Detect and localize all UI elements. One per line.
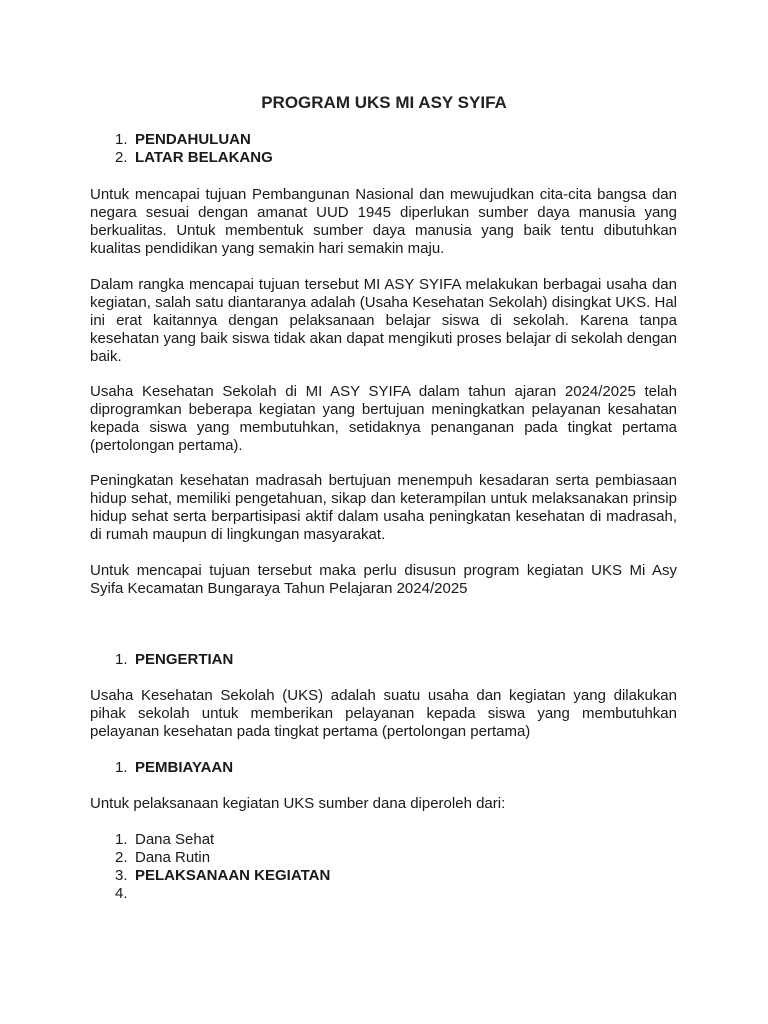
paragraph: Untuk mencapai tujuan Pembangunan Nasional dan mewujudkan cita-cita bangsa dan negara sesuai dengan amanat UUD 1945 diperlukan sumber daya manusia yang berkualitas. Untuk membentuk sumber daya manusia yang baik tentu dibutuhkan kualitas pendidikan yang semakin hari semakin maju.: [90, 186, 677, 257]
heading-list-3: [90, 759, 680, 777]
list-number: 4.: [115, 885, 128, 902]
list-item: [90, 885, 680, 903]
list-item: [90, 149, 680, 167]
section-heading-pembiayaan: PEMBIAYAAN: [135, 759, 234, 776]
document-title: PROGRAM UKS MI ASY SYIFA: [261, 93, 507, 112]
heading-list-2: [90, 651, 680, 669]
list-number: 3.: [115, 867, 128, 884]
list-item: [90, 831, 680, 849]
list-number: 1.: [115, 651, 128, 668]
pembiayaan-paragraph: Untuk pelaksanaan kegiatan UKS sumber dana diperoleh dari:: [90, 795, 506, 812]
paragraph: Peningkatan kesehatan madrasah bertujuan menempuh kesadaran serta pembiasaan hidup sehat, memiliki pengetahuan, sikap dan keterampilan untuk melaksanakan prinsip hidup sehat serta berpartisipasi aktif dalam usaha peningkatan kesehatan di madrasah, di rumah maupun di lingkungan masyarakat.: [90, 472, 677, 543]
paragraph: Usaha Kesehatan Sekolah di MI ASY SYIFA dalam tahun ajaran 2024/2025 telah diprogramkan beberapa kegiatan yang bertujuan meningkatkan pelayanan kesahatan kepada siswa yang membutuhkan, setidaknya penanganan pada tingkat pertama (pertolongan pertama).: [90, 383, 677, 454]
list-number: 1.: [115, 759, 128, 776]
list-item: [90, 849, 680, 867]
pengertian-paragraph: Usaha Kesehatan Sekolah (UKS) adalah suatu usaha dan kegiatan yang dilakukan pihak sekolah untuk memberikan pelayanan kepada siswa yang membutuhkan pelayanan kesehatan pada tingkat pertama (pertolongan pertama): [90, 687, 677, 740]
list-item: [90, 651, 680, 669]
list-number: 1.: [115, 831, 128, 848]
list-item-label: Dana Rutin: [135, 849, 211, 866]
list-item: [90, 131, 680, 149]
heading-list-1: [90, 131, 680, 167]
section-heading-pelaksanaan-kegiatan: PELAKSANAAN KEGIATAN: [135, 867, 331, 884]
section-heading-latar-belakang: LATAR BELAKANG: [135, 149, 273, 166]
list-item: [90, 759, 680, 777]
list-item-label: Dana Sehat: [135, 831, 215, 848]
list-number: 2.: [115, 849, 128, 866]
funding-list: [90, 831, 680, 903]
list-number: 1.: [115, 131, 128, 148]
section-heading-pengertian: PENGERTIAN: [135, 651, 234, 668]
section-heading-pendahuluan: PENDAHULUAN: [135, 131, 251, 148]
paragraph: Dalam rangka mencapai tujuan tersebut MI ASY SYIFA melakukan berbagai usaha dan kegiatan, salah satu diantaranya adalah (Usaha Kesehatan Sekolah) disingkat UKS. Hal ini erat kaitannya dengan pelaksanaan belajar siswa di sekolah. Karena tanpa kesehatan yang baik siswa tidak akan dapat mengikuti proses belajar di sekolah dengan baik.: [90, 276, 677, 365]
paragraph: Untuk mencapai tujuan tersebut maka perlu disusun program kegiatan UKS Mi Asy Syifa Kecamatan Bungaraya Tahun Pelajaran 2024/2025: [90, 562, 677, 597]
list-number: 2.: [115, 149, 128, 166]
list-item: [90, 867, 680, 885]
